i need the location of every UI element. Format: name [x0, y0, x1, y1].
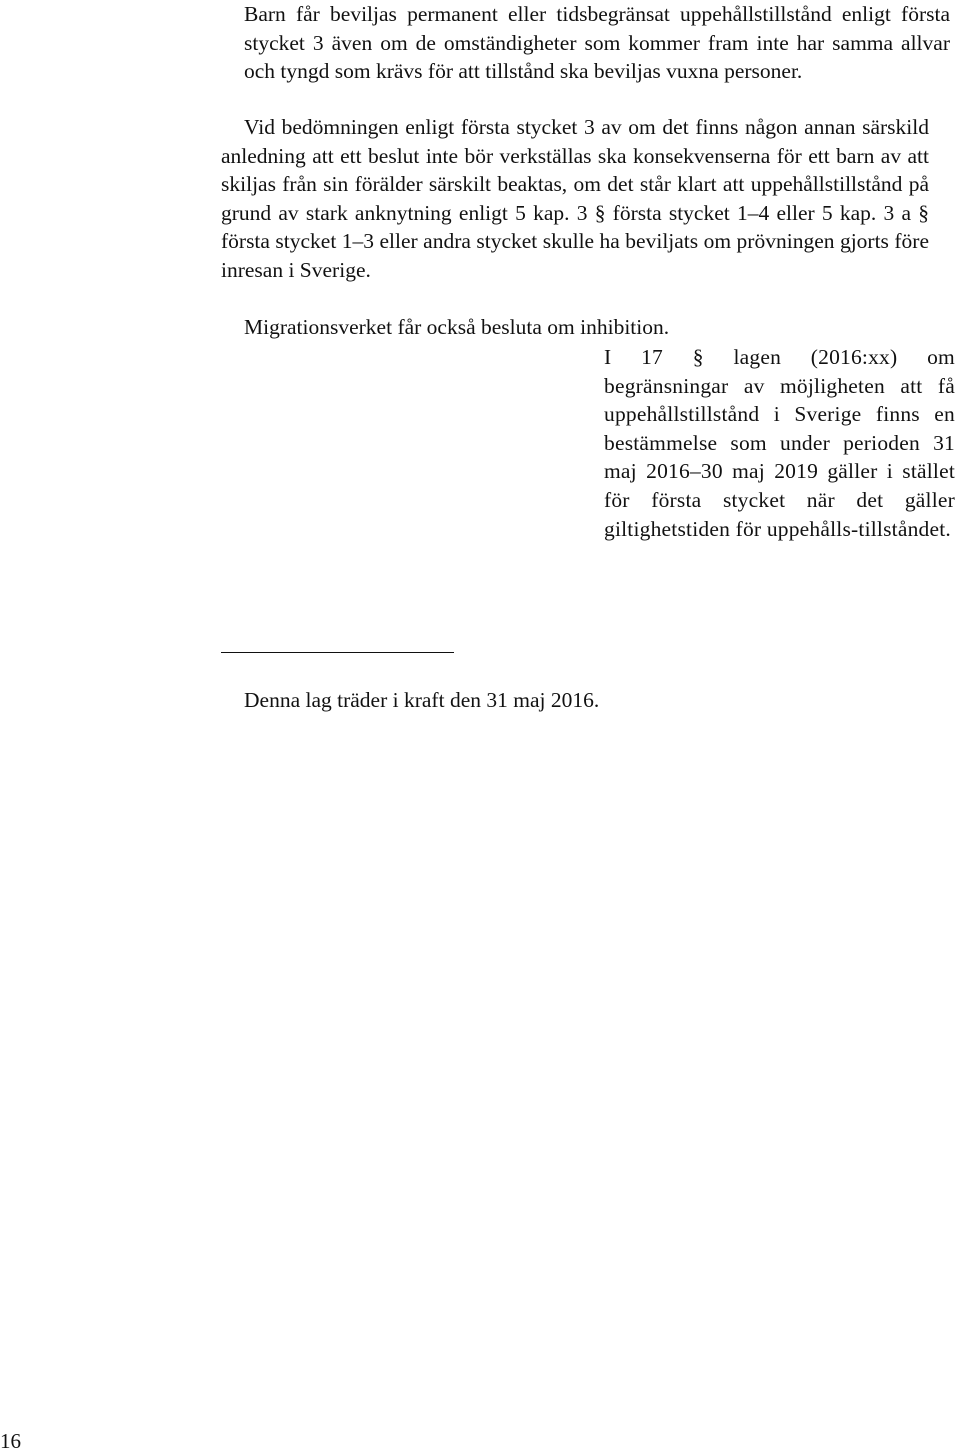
page-number: 16 — [0, 1429, 21, 1453]
entry-into-force-sentence: Denna lag träder i kraft den 31 maj 2016. — [244, 688, 600, 712]
paragraph-assessment: Vid bedömningen enligt första stycket 3 av om det finns någon annan särskild anledning att ett beslut inte bör verkställas ska konsekvenserna för ett barn av att skiljas från sin förälder särskilt beaktas, om det står klart att uppehållstillstånd på grund av stark anknytning enligt 5 kap. 3 § första stycket 1–4 eller 5 kap. 3 a § första stycket 1–3 eller andra stycket skulle ha beviljats om prövningen gjorts före inresan i Sverige. — [221, 115, 929, 282]
margin-note: I 17 § lagen (2016:xx) om begränsningar av möjligheten att få uppehållstillstånd i Sverige finns en bestämmelse som under perioden 31 maj 2016–30 maj 2019 gäller i stället för första stycket när det gäller giltighetstiden för uppehålls-tillståndet. — [604, 345, 955, 541]
paragraph-children-permit: Barn får beviljas permanent eller tidsbegränsat uppehållstillstånd enligt första stycket 3 även om de omständigheter som kommer fram inte har samma allvar och tyngd som krävs för att tillstånd ska beviljas vuxna personer. — [244, 2, 950, 84]
divider-rule — [221, 652, 454, 653]
paragraph-inhibition: Migrationsverket får också besluta om inhibition. — [244, 315, 670, 339]
